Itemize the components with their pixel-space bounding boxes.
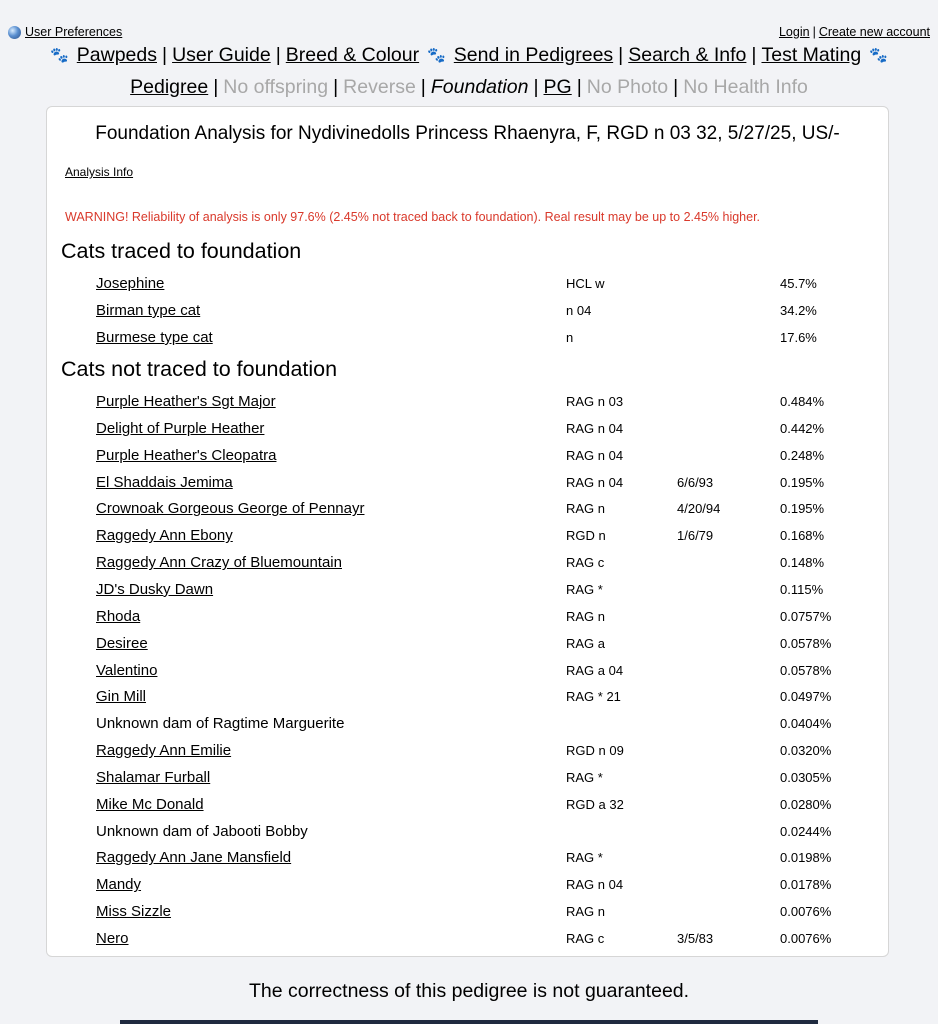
registration-code: RAG n 04 [566, 420, 624, 436]
user-preferences[interactable] [8, 25, 122, 39]
traced-heading: Cats traced to foundation [61, 239, 302, 263]
registration-code: RGD a 32 [566, 796, 624, 812]
registration-code: RGD n 09 [566, 743, 624, 759]
nav-user-guide[interactable]: User Guide [172, 44, 271, 66]
percentage: 0.148% [780, 555, 825, 571]
globe-icon [8, 26, 21, 39]
table-row [47, 846, 888, 870]
registration-code: HCL w [566, 276, 605, 291]
page-title: Foundation Analysis for Nydivinedolls Princess Rhaenyra, F, RGD n 03 32, 5/27/25, US/- [95, 123, 840, 144]
cat-name: Unknown dam of Ragtime Marguerite [96, 715, 345, 733]
separator: | [213, 76, 219, 98]
percentage: 0.195% [780, 474, 825, 490]
cat-name-link[interactable]: Gin Mill [96, 688, 147, 706]
percentage: 0.0076% [780, 904, 832, 920]
separator: | [751, 44, 757, 66]
percentage: 0.442% [780, 420, 825, 436]
percentage: 0.0178% [780, 877, 832, 893]
table-row [47, 272, 888, 296]
percentage: 45.7% [780, 276, 817, 291]
cat-name-link[interactable]: Raggedy Ann Emilie [96, 742, 232, 760]
table-row [47, 444, 888, 468]
separator: | [618, 44, 624, 66]
paw-icon: 🐾 [50, 47, 69, 64]
table-row [47, 605, 888, 629]
nav-pawpeds[interactable]: Pawpeds [76, 44, 157, 66]
percentage: 0.0320% [780, 743, 832, 759]
table-row [47, 326, 888, 350]
cat-name-link[interactable]: Birman type cat [96, 302, 201, 319]
percentage: 0.168% [780, 528, 825, 544]
cat-name-link[interactable]: Raggedy Ann Jane Mansfield [96, 849, 292, 867]
table-row [47, 471, 888, 495]
separator: | [420, 76, 426, 98]
footer-divider [120, 1020, 818, 1024]
registration-code: RAG n [566, 608, 606, 624]
table-row [47, 551, 888, 575]
cat-name-link[interactable]: Nero [96, 930, 129, 947]
tab-no-health-info: No Health Info [683, 76, 808, 98]
table-row [47, 712, 888, 736]
percentage: 0.0305% [780, 769, 832, 785]
top-utility-bar [0, 24, 938, 42]
login-link[interactable]: Login [778, 25, 810, 39]
percentage: 0.195% [780, 501, 825, 517]
registration-code: RAG c [566, 555, 605, 571]
table-row [47, 820, 888, 844]
cat-name-link[interactable]: Miss Sizzle [96, 903, 172, 921]
registration-code: RAG a [566, 635, 606, 651]
cat-name-link[interactable]: Shalamar Furball [96, 768, 211, 786]
percentage: 0.248% [780, 447, 825, 463]
registration-code: n [566, 330, 574, 345]
registration-code: RAG * [566, 850, 603, 866]
cat-name-link[interactable]: Valentino [96, 661, 158, 679]
cat-name-link[interactable]: Raggedy Ann Ebony [96, 527, 233, 545]
table-row [47, 927, 888, 951]
foundation-panel [46, 106, 889, 957]
registration-code: RAG * [566, 581, 603, 597]
account-links [779, 25, 930, 39]
separator: | [533, 76, 539, 98]
percentage: 0.0578% [780, 662, 832, 678]
tab-foundation: Foundation [430, 76, 529, 98]
cat-name-link[interactable]: Josephine [96, 275, 165, 292]
registration-code: RAG n 03 [566, 394, 624, 409]
separator: | [333, 76, 339, 98]
separator: | [162, 44, 168, 66]
registration-code: RAG n 04 [566, 877, 624, 893]
registration-code: RAG c [566, 931, 605, 946]
create-account-link[interactable]: Create new account [818, 25, 930, 39]
percentage: 17.6% [780, 330, 817, 345]
cat-name-link[interactable]: Rhoda [96, 607, 141, 625]
table-row [47, 299, 888, 323]
registration-code: RAG n [566, 904, 606, 920]
tab-no-offspring: No offspring [223, 76, 329, 98]
table-row [47, 632, 888, 656]
registration-code: RAG n 04 [566, 447, 624, 463]
table-row [47, 524, 888, 548]
table-row [47, 497, 888, 521]
percentage: 0.0280% [780, 796, 832, 812]
user-preferences-link[interactable]: User Preferences [25, 25, 123, 39]
not-traced-heading: Cats not traced to foundation [61, 357, 338, 381]
birth-date: 3/5/83 [677, 931, 714, 946]
percentage: 0.0497% [780, 689, 832, 705]
table-row [47, 873, 888, 897]
registration-code: RAG n 04 [566, 474, 624, 490]
percentage: 0.115% [780, 581, 824, 597]
cat-name-link[interactable]: Desiree [96, 634, 148, 652]
percentage: 34.2% [780, 303, 817, 318]
table-row [47, 900, 888, 924]
cat-name-link[interactable]: Purple Heather's Sgt Major [96, 393, 276, 410]
separator: | [673, 76, 679, 98]
main-nav [0, 42, 938, 69]
cat-name-link[interactable]: Burmese type cat [96, 329, 213, 346]
percentage: 0.0076% [780, 931, 832, 946]
registration-code: RAG * [566, 769, 603, 785]
cat-name-link[interactable]: JD's Dusky Dawn [96, 580, 214, 598]
percentage: 0.0244% [780, 823, 832, 839]
registration-code: RAG a 04 [566, 662, 624, 678]
analysis-info-link[interactable]: Analysis Info [65, 165, 134, 179]
registration-code: n 04 [566, 303, 592, 318]
paw-icon: 🐾 [869, 47, 888, 64]
cat-name: Unknown dam of Jabooti Bobby [96, 822, 308, 840]
registration-code: RAG n [566, 501, 606, 517]
birth-date: 6/6/93 [677, 474, 714, 490]
tab-no-photo: No Photo [586, 76, 669, 98]
table-row [47, 739, 888, 763]
cat-name-link[interactable]: Raggedy Ann Crazy of Bluemountain [96, 554, 342, 572]
nav-search-info[interactable]: Search & Info [628, 44, 747, 66]
tab-pg[interactable]: PG [543, 76, 572, 98]
nav-send-pedigrees[interactable]: Send in Pedigrees [453, 44, 614, 66]
table-row [47, 793, 888, 817]
cat-name-link[interactable]: Mike Mc Donald [96, 795, 204, 813]
reliability-warning: WARNING! Reliability of analysis is only 97.6% (2.45% not traced back to foundation). Real result may be up to 2.45% higher. [65, 210, 761, 224]
separator: | [275, 44, 281, 66]
separator: | [812, 25, 816, 39]
percentage: 0.484% [780, 394, 825, 409]
disclaimer: The correctness of this pedigree is not guaranteed. [248, 980, 690, 1002]
percentage: 0.0198% [780, 850, 832, 866]
percentage: 0.0404% [780, 716, 832, 732]
registration-code: RAG * 21 [566, 689, 621, 705]
separator: | [576, 76, 582, 98]
table-row [47, 390, 888, 414]
table-row [47, 659, 888, 683]
paw-icon: 🐾 [427, 47, 446, 64]
percentage: 0.0578% [780, 635, 832, 651]
tab-reverse: Reverse [343, 76, 416, 98]
cat-name-link[interactable]: Crownoak Gorgeous George of Pennayr [96, 500, 365, 518]
cat-name-link[interactable]: Purple Heather's Cleopatra [96, 446, 277, 464]
birth-date: 4/20/94 [677, 501, 721, 517]
cat-name-link[interactable]: El Shaddais Jemima [96, 473, 233, 491]
percentage: 0.0757% [780, 608, 832, 624]
nav-breed-colour[interactable]: Breed & Colour [285, 44, 420, 66]
cat-name-link[interactable]: Mandy [96, 876, 142, 894]
tab-pedigree[interactable]: Pedigree [130, 76, 209, 98]
table-row [47, 578, 888, 602]
birth-date: 1/6/79 [677, 528, 714, 544]
table-row [47, 766, 888, 790]
cat-name-link[interactable]: Delight of Purple Heather [96, 419, 265, 437]
table-row [47, 417, 888, 441]
table-row [47, 685, 888, 709]
pedigree-nav [0, 74, 938, 100]
registration-code: RGD n [566, 528, 606, 544]
nav-test-mating[interactable]: Test Mating [761, 44, 862, 66]
